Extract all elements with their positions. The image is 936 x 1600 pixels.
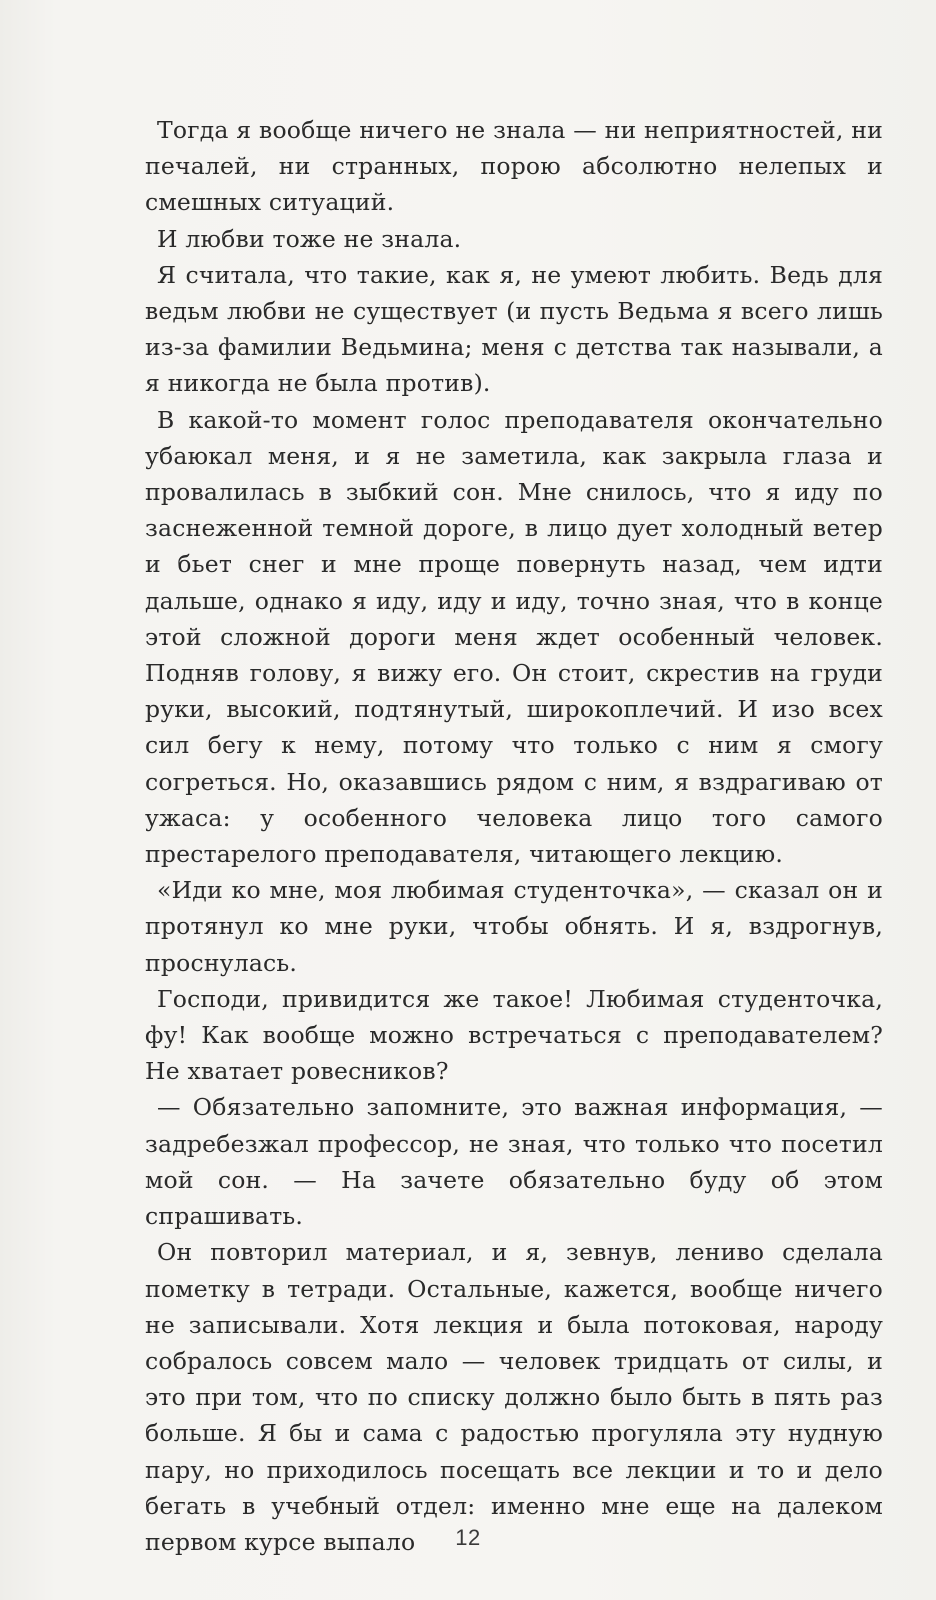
- paragraph-6: Господи, привидится же такое! Любимая студенточка, фу! Как вообще можно встречаться с преподавателем? Не хватает ровесников?: [145, 984, 883, 1086]
- body-text: [145, 112, 883, 1560]
- paragraph-4: В какой-то момент голос преподавателя окончательно убаюкал меня, и я не заметила, как закрыла глаза и провалилась в зыбкий сон. Мне снилось, что я иду по заснеженной темной дороге, в лицо дует холодный ветер и бьет снег и мне проще повернуть назад, чем идти дальше, однако я иду, иду и иду, точно зная, что в конце этой сложной дороги меня ждет особенный человек. Подняв голову, я вижу его. Он стоит, скрестив на груди руки, высокий, подтянутый, широкоплечий. И изо всех сил бегу к нему, потому что только с ним я смогу согреться. Но, оказавшись рядом с ним, я вздрагиваю от ужаса: у особенного человека лицо того самого престарелого преподавателя, читающего лекцию.: [145, 405, 883, 869]
- paragraph-5: «Иди ко мне, моя любимая студенточка», — сказал он и протянул ко мне руки, чтобы обнять. И я, вздрогнув, проснулась.: [145, 876, 883, 977]
- paragraph-8: Он повторил материал, и я, зевнув, лениво сделала пометку в тетради. Остальные, кажется, вообще ничего не записывали. Хотя лекция и была потоковая, народу собралось совсем мало — человек тридцать от силы, и это при том, что по списку должно было быть в пять раз больше. Я бы и сама с радостью прогуляла эту нудную пару, но приходилось посещать все лекции и то и дело бегать в учебный отдел: именно мне еще на далеком первом курсе выпало: [145, 1238, 883, 1556]
- page-number: 12: [455, 1525, 481, 1550]
- paragraph-7: — Обязательно запомните, это важная информация, — задребезжал профессор, не зная, что только что посетил мой сон. — На зачете обязательно буду об этом спрашивать.: [145, 1093, 883, 1231]
- paragraph-3: Я считала, что такие, как я, не умеют любить. Ведь для ведьм любви не существует (и пусть Ведьма я всего лишь из-за фамилии Ведьмина; меня с детства так называли, а я никогда не была против).: [145, 260, 883, 398]
- paragraph-1: Тогда я вообще ничего не знала — ни неприятностей, ни печалей, ни странных, порою абсолютно нелепых и смешных ситуаций.: [145, 116, 883, 217]
- paragraph-2: И любви тоже не знала.: [157, 224, 462, 253]
